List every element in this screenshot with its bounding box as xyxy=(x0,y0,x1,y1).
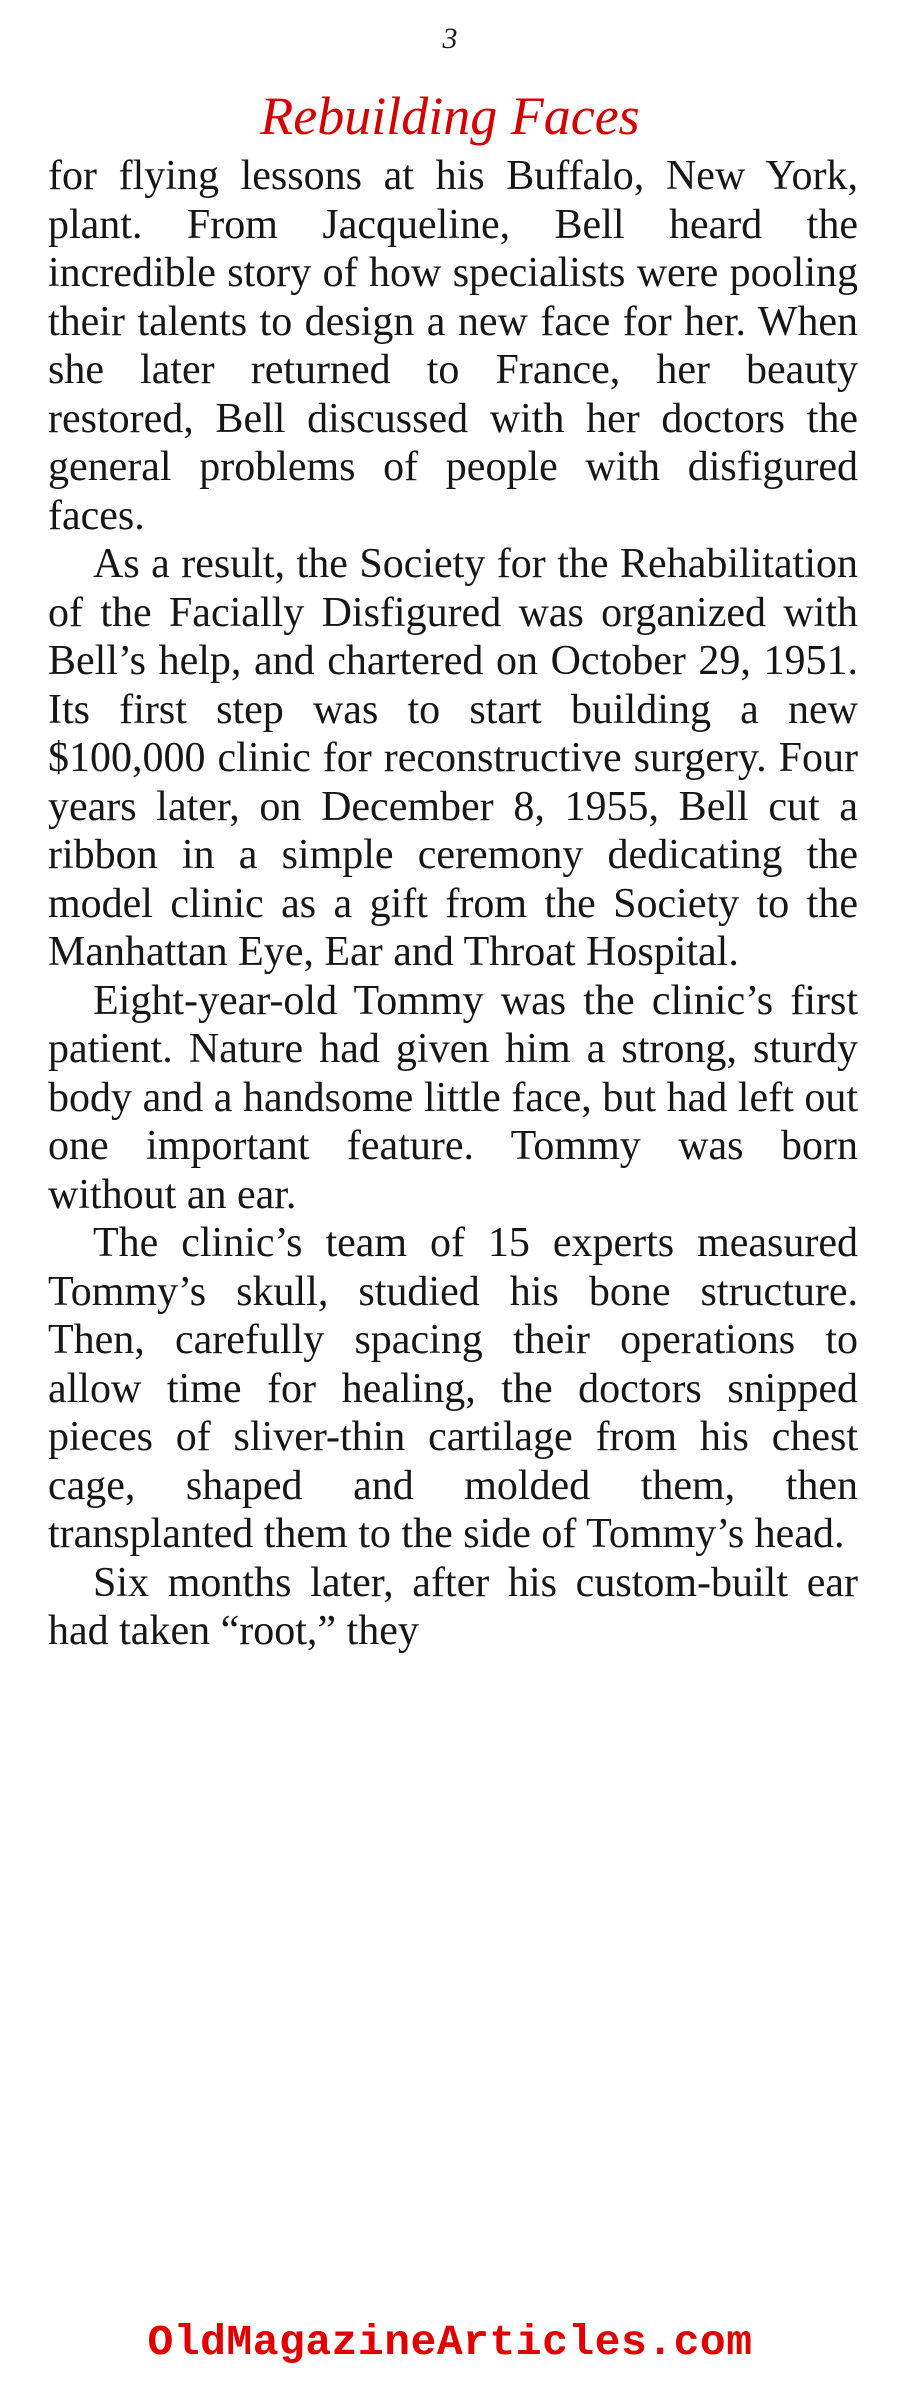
page-number: 3 xyxy=(442,22,458,55)
article-paragraph-2: As a result, the Society for the Rehabilitation of the Facially Disfigured was organized with Bell’s help, and chartered on October 29, 1951. Its first step was to start building a new $100,000 clinic for reconstructive surgery. Four years later, on December 8, 1955, Bell cut a ribbon in a simple ceremony dedicating the model clinic as a gift from the Society to the Manhattan Eye, Ear and Throat Hospital. xyxy=(48,541,858,975)
article-body xyxy=(48,152,858,1656)
article-paragraph-3: Eight-year-old Tommy was the clinic’s first patient. Nature had given him a strong, sturdy body and a handsome little face, but had left out one important feature. Tommy was born without an ear. xyxy=(48,977,858,1218)
article-paragraph-4: The clinic’s team of 15 experts measured Tommy’s skull, studied his bone structure. Then, carefully spacing their operations to allow time for healing, the doctors snipped pieces of sliver-thin cartilage from his chest cage, shaped and molded them, then transplanted them to the side of Tommy’s head. xyxy=(48,1220,858,1557)
article-paragraph-5: Six months later, after his custom-built ear had taken “root,” they xyxy=(48,1559,858,1654)
article-headline: Rebuilding Faces xyxy=(260,86,640,146)
article-paragraph-1: for flying lessons at his Buffalo, New York, plant. From Jacqueline, Bell heard the incredible story of how specialists were pooling their talents to design a new face for her. When she later returned to France, her beauty restored, Bell discussed with her doctors the general problems of people with disfigured faces. xyxy=(48,153,858,539)
site-watermark-footer: OldMagazineArticles.com xyxy=(147,2318,753,2367)
